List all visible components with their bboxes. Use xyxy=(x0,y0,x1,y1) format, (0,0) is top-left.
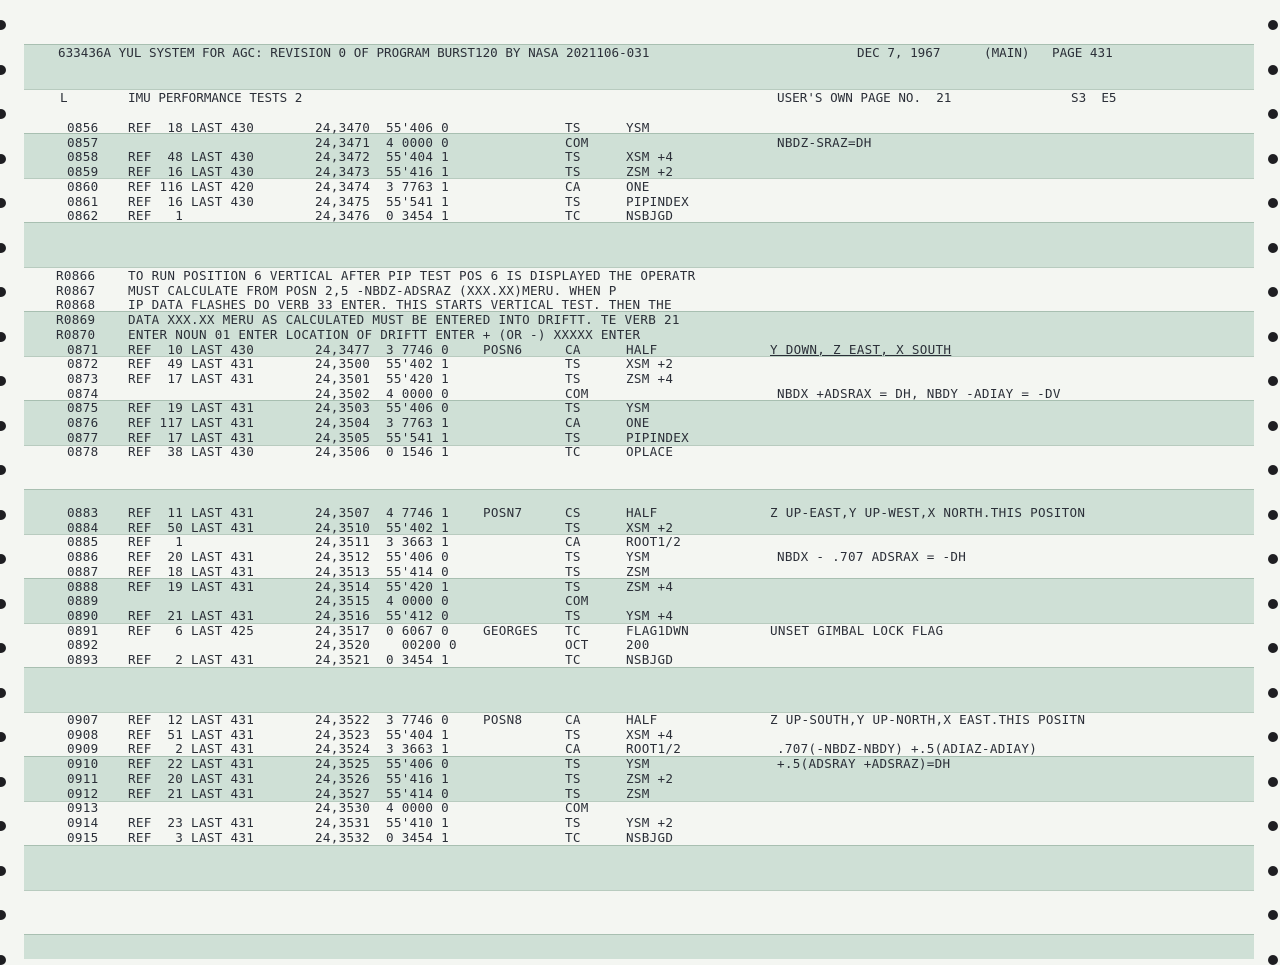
listing-row xyxy=(24,520,1254,535)
listing-row xyxy=(24,120,1254,135)
opcode: TS xyxy=(565,400,581,416)
address-column: 24,3477 3 7746 0 xyxy=(315,341,449,357)
ref-column: REF 19 LAST 431 xyxy=(128,578,255,594)
tractor-hole xyxy=(1268,866,1278,876)
log-section-header xyxy=(24,89,1254,107)
listing-row xyxy=(24,549,1254,564)
line-number: 0861 xyxy=(67,193,99,209)
page-header xyxy=(24,44,1254,62)
listing-row xyxy=(24,444,1254,459)
comment: Z UP-EAST,Y UP-WEST,X NORTH.THIS POSITON xyxy=(770,505,1086,520)
opcode: TS xyxy=(565,193,581,209)
tractor-hole xyxy=(1268,910,1278,920)
operand: YSM +4 xyxy=(626,607,674,623)
operand: YSM +2 xyxy=(626,814,674,830)
tractor-hole xyxy=(1268,688,1278,698)
line-number: 0909 xyxy=(67,741,99,757)
address-column: 24,3524 3 3663 1 xyxy=(315,741,449,757)
address-column: 24,3523 55'404 1 xyxy=(315,726,449,742)
listing-row xyxy=(24,356,1254,371)
listing-row xyxy=(24,727,1254,742)
operand: HALF xyxy=(626,505,658,520)
listing-row xyxy=(24,564,1254,579)
opcode: TS xyxy=(565,578,581,594)
line-number: 0873 xyxy=(67,370,99,386)
opcode: TC xyxy=(565,652,581,667)
ref-column: REF 22 LAST 431 xyxy=(128,756,255,772)
tractor-hole xyxy=(1268,777,1278,787)
tractor-hole xyxy=(0,688,6,698)
comment: Z UP-SOUTH,Y UP-NORTH,X EAST.THIS POSITN xyxy=(770,712,1086,727)
listing-row xyxy=(24,164,1254,179)
remark-number: R0869 xyxy=(56,312,96,328)
opcode: COM xyxy=(565,800,589,816)
comment: +.5(ADSRAY +ADSRAZ)=DH xyxy=(777,756,951,772)
tractor-hole xyxy=(1268,20,1278,30)
address-column: 24,3520 00200 0 xyxy=(315,637,457,653)
comment: UNSET GIMBAL LOCK FLAG xyxy=(770,622,944,638)
opcode: CA xyxy=(565,415,581,430)
ref-column: REF 17 LAST 431 xyxy=(128,429,255,445)
address-column: 24,3526 55'416 1 xyxy=(315,770,449,786)
tractor-hole xyxy=(0,243,6,253)
address-column: 24,3475 55'541 1 xyxy=(315,193,449,209)
remark-number: R0867 xyxy=(56,282,96,298)
ref-column: REF 116 LAST 420 xyxy=(128,178,255,194)
line-number: 0878 xyxy=(67,444,99,460)
tractor-hole xyxy=(0,376,6,386)
tractor-hole xyxy=(1268,65,1278,75)
tractor-hole xyxy=(0,955,6,965)
tractor-hole xyxy=(1268,510,1278,520)
ref-column: REF 2 LAST 431 xyxy=(128,741,255,757)
remark-line xyxy=(24,297,1254,312)
opcode: TS xyxy=(565,785,581,801)
operand: ZSM xyxy=(626,563,650,579)
ref-column: REF 21 LAST 431 xyxy=(128,607,255,623)
operand: ROOT1/2 xyxy=(626,534,682,550)
ref-column: REF 50 LAST 431 xyxy=(128,519,255,535)
tractor-hole xyxy=(0,287,6,297)
operand: XSM +2 xyxy=(626,519,674,535)
comment: NBDX - .707 ADSRAX = -DH xyxy=(777,549,967,565)
address-column: 24,3501 55'420 1 xyxy=(315,370,449,386)
operand: ZSM xyxy=(626,785,650,801)
ref-column: REF 6 LAST 425 xyxy=(128,622,255,638)
tractor-hole xyxy=(1268,554,1278,564)
opcode: TS xyxy=(565,149,581,165)
tractor-hole xyxy=(0,821,6,831)
line-number: 0874 xyxy=(67,385,99,401)
opcode: TS xyxy=(565,770,581,786)
location-label: POSN6 xyxy=(483,341,523,357)
line-number: 0872 xyxy=(67,356,99,372)
ref-column: REF 38 LAST 430 xyxy=(128,444,255,460)
line-number: 0915 xyxy=(67,829,99,845)
address-column: 24,3512 55'406 0 xyxy=(315,549,449,565)
address-column: 24,3503 55'406 0 xyxy=(315,400,449,416)
opcode: CA xyxy=(565,341,581,357)
opcode: TS xyxy=(565,549,581,565)
listing-row xyxy=(24,623,1254,638)
operand: ONE xyxy=(626,415,650,430)
line-number: 0876 xyxy=(67,415,99,430)
listing-row xyxy=(24,371,1254,386)
opcode: TS xyxy=(565,356,581,372)
listing-row xyxy=(24,208,1254,223)
line-number: 0910 xyxy=(67,756,99,772)
opcode: TS xyxy=(565,607,581,623)
address-column: 24,3522 3 7746 0 xyxy=(315,712,449,727)
line-number: 0871 xyxy=(67,341,99,357)
tractor-hole xyxy=(0,599,6,609)
tractor-hole xyxy=(1268,732,1278,742)
opcode: CA xyxy=(565,178,581,194)
section-code: S3 E5 xyxy=(1071,90,1117,105)
paper-band xyxy=(24,845,1254,891)
tractor-hole xyxy=(0,554,6,564)
opcode: TS xyxy=(565,429,581,445)
opcode: TC xyxy=(565,208,581,224)
operand: XSM +4 xyxy=(626,149,674,165)
tractor-hole xyxy=(1268,465,1278,475)
opcode: COM xyxy=(565,593,589,609)
comment: Y DOWN, Z EAST, X SOUTH xyxy=(770,341,952,357)
opcode: TS xyxy=(565,726,581,742)
address-column: 24,3510 55'402 1 xyxy=(315,519,449,535)
tractor-hole xyxy=(0,777,6,787)
line-number: 0908 xyxy=(67,726,99,742)
remark-number: R0868 xyxy=(56,297,96,313)
opcode: CA xyxy=(565,741,581,757)
comment: .707(-NBDZ-NBDY) +.5(ADIAZ-ADIAY) xyxy=(777,741,1038,757)
listing-row xyxy=(24,741,1254,756)
line-number: 0856 xyxy=(67,120,99,135)
listing-row xyxy=(24,579,1254,594)
line-number: 0892 xyxy=(67,637,99,653)
listing-row xyxy=(24,608,1254,623)
opcode: TS xyxy=(565,519,581,535)
remark-text: TO RUN POSITION 6 VERTICAL AFTER PIP TEST POS 6 IS DISPLAYED THE OPERATR xyxy=(128,268,696,283)
line-number: 0858 xyxy=(67,149,99,165)
opcode: TS xyxy=(565,164,581,180)
ref-column: REF 11 LAST 431 xyxy=(128,505,255,520)
ref-column: REF 10 LAST 430 xyxy=(128,341,255,357)
listing-sheet xyxy=(24,0,1254,959)
comment: NBDX +ADSRAX = DH, NBDY -ADIAY = -DV xyxy=(777,385,1061,401)
ref-column: REF 2 LAST 431 xyxy=(128,652,255,667)
tractor-hole xyxy=(0,732,6,742)
operand: XSM +2 xyxy=(626,356,674,372)
line-number: 0889 xyxy=(67,593,99,609)
opcode: TS xyxy=(565,370,581,386)
ref-column: REF 3 LAST 431 xyxy=(128,829,255,845)
line-number: 0884 xyxy=(67,519,99,535)
tractor-hole xyxy=(0,465,6,475)
operand: YSM xyxy=(626,756,650,772)
opcode: CA xyxy=(565,534,581,550)
listing-row xyxy=(24,534,1254,549)
listing-row xyxy=(24,386,1254,401)
line-number: 0886 xyxy=(67,549,99,565)
tractor-hole xyxy=(0,154,6,164)
address-column: 24,3505 55'541 1 xyxy=(315,429,449,445)
listing-row xyxy=(24,815,1254,830)
address-column: 24,3530 4 0000 0 xyxy=(315,800,449,816)
operand: PIPINDEX xyxy=(626,429,690,445)
ref-column: REF 49 LAST 431 xyxy=(128,356,255,372)
paper-band xyxy=(24,934,1254,959)
remark-line xyxy=(24,283,1254,298)
listing-row xyxy=(24,194,1254,209)
address-column: 24,3500 55'402 1 xyxy=(315,356,449,372)
log-section-title: IMU PERFORMANCE TESTS 2 xyxy=(128,90,303,105)
listing-row xyxy=(24,342,1254,357)
line-number: 0883 xyxy=(67,505,99,520)
line-number: 0875 xyxy=(67,400,99,416)
remark-number: R0866 xyxy=(56,268,96,283)
ref-column: REF 51 LAST 431 xyxy=(128,726,255,742)
address-column: 24,3525 55'406 0 xyxy=(315,756,449,772)
address-column: 24,3473 55'416 1 xyxy=(315,164,449,180)
tractor-hole xyxy=(1268,154,1278,164)
operand: NSBJGD xyxy=(626,652,674,667)
address-column: 24,3521 0 3454 1 xyxy=(315,652,449,667)
operand: ZSM +4 xyxy=(626,370,674,386)
operand: NSBJGD xyxy=(626,208,674,224)
location-label: GEORGES xyxy=(483,622,539,638)
paper-band xyxy=(24,667,1254,713)
listing-row xyxy=(24,786,1254,801)
log-flag: L xyxy=(60,90,68,105)
operand: PIPINDEX xyxy=(626,193,690,209)
tractor-hole xyxy=(0,198,6,208)
ref-column: REF 19 LAST 431 xyxy=(128,400,255,416)
opcode: COM xyxy=(565,134,589,150)
operand: NSBJGD xyxy=(626,829,674,845)
listing-row xyxy=(24,593,1254,608)
line-number: 0907 xyxy=(67,712,99,727)
listing-row xyxy=(24,830,1254,845)
tractor-hole xyxy=(0,643,6,653)
line-number: 0911 xyxy=(67,770,99,786)
opcode: TC xyxy=(565,444,581,460)
tractor-hole xyxy=(1268,821,1278,831)
line-number: 0913 xyxy=(67,800,99,816)
address-column: 24,3516 55'412 0 xyxy=(315,607,449,623)
address-column: 24,3517 0 6067 0 xyxy=(315,622,449,638)
listing-row xyxy=(24,771,1254,786)
ref-column: REF 18 LAST 430 xyxy=(128,120,255,135)
remark-line xyxy=(24,327,1254,342)
operand: FLAG1DWN xyxy=(626,622,690,638)
tractor-hole xyxy=(1268,643,1278,653)
tractor-hole xyxy=(1268,287,1278,297)
ref-column: REF 1 xyxy=(128,534,184,550)
remark-line xyxy=(24,268,1254,283)
tractor-hole xyxy=(1268,421,1278,431)
opcode: OCT xyxy=(565,637,589,653)
listing-row xyxy=(24,652,1254,667)
ref-column: REF 20 LAST 431 xyxy=(128,549,255,565)
line-number: 0912 xyxy=(67,785,99,801)
operand: HALF xyxy=(626,341,658,357)
opcode: CA xyxy=(565,712,581,727)
remark-text: IP DATA FLASHES DO VERB 33 ENTER. THIS STARTS VERTICAL TEST. THEN THE xyxy=(128,297,672,313)
opcode: CS xyxy=(565,505,581,520)
address-column: 24,3502 4 0000 0 xyxy=(315,385,449,401)
ref-column: REF 18 LAST 431 xyxy=(128,563,255,579)
line-number: 0857 xyxy=(67,134,99,150)
listing-date: DEC 7, 1967 xyxy=(857,45,941,60)
listing-row xyxy=(24,756,1254,771)
tractor-hole xyxy=(1268,376,1278,386)
tractor-hole xyxy=(0,109,6,119)
ref-column: REF 1 xyxy=(128,208,184,224)
location-label: POSN7 xyxy=(483,505,523,520)
listing-row xyxy=(24,430,1254,445)
opcode: TS xyxy=(565,756,581,772)
ref-column: REF 12 LAST 431 xyxy=(128,712,255,727)
opcode: TS xyxy=(565,814,581,830)
location-label: POSN8 xyxy=(483,712,523,727)
remark-line xyxy=(24,312,1254,327)
listing-row xyxy=(24,415,1254,430)
address-column: 24,3511 3 3663 1 xyxy=(315,534,449,550)
address-column: 24,3532 0 3454 1 xyxy=(315,829,449,845)
address-column: 24,3471 4 0000 0 xyxy=(315,134,449,150)
ref-column: REF 48 LAST 430 xyxy=(128,149,255,165)
operand: YSM xyxy=(626,549,650,565)
address-column: 24,3474 3 7763 1 xyxy=(315,178,449,194)
address-column: 24,3506 0 1546 1 xyxy=(315,444,449,460)
tractor-hole xyxy=(1268,332,1278,342)
ref-column: REF 21 LAST 431 xyxy=(128,785,255,801)
operand: 200 xyxy=(626,637,650,653)
remark-text: MUST CALCULATE FROM POSN 2,5 -NBDZ-ADSRAZ (XXX.XX)MERU. WHEN P xyxy=(128,282,617,298)
operand: HALF xyxy=(626,712,658,727)
operand: YSM xyxy=(626,120,650,135)
opcode: TS xyxy=(565,120,581,135)
ref-column: REF 16 LAST 430 xyxy=(128,164,255,180)
tractor-hole xyxy=(1268,198,1278,208)
line-number: 0893 xyxy=(67,652,99,667)
tractor-hole xyxy=(0,866,6,876)
line-number: 0888 xyxy=(67,578,99,594)
line-number: 0887 xyxy=(67,563,99,579)
line-number: 0877 xyxy=(67,429,99,445)
address-column: 24,3476 0 3454 1 xyxy=(315,208,449,224)
line-number: 0859 xyxy=(67,164,99,180)
program-title: 633436A YUL SYSTEM FOR AGC: REVISION 0 OF PROGRAM BURST120 BY NASA 2021106-031 xyxy=(58,45,650,60)
listing-row xyxy=(24,179,1254,194)
opcode: TS xyxy=(565,563,581,579)
listing-row xyxy=(24,800,1254,815)
line-number: 0890 xyxy=(67,607,99,623)
remark-text: ENTER NOUN 01 ENTER LOCATION OF DRIFTT ENTER + (OR -) XXXXX ENTER xyxy=(128,326,641,342)
tractor-hole xyxy=(1268,955,1278,965)
tractor-hole xyxy=(0,332,6,342)
address-column: 24,3527 55'414 0 xyxy=(315,785,449,801)
comment: NBDZ-SRAZ=DH xyxy=(777,134,872,150)
opcode: TC xyxy=(565,829,581,845)
ref-column: REF 17 LAST 431 xyxy=(128,370,255,386)
listing-row xyxy=(24,400,1254,415)
listing-row xyxy=(24,135,1254,150)
tractor-hole xyxy=(0,20,6,30)
line-number: 0891 xyxy=(67,622,99,638)
users-own-page: USER'S OWN PAGE NO. 21 xyxy=(777,90,952,105)
tractor-hole xyxy=(0,910,6,920)
address-column: 24,3472 55'404 1 xyxy=(315,149,449,165)
tractor-hole xyxy=(0,65,6,75)
line-number: 0862 xyxy=(67,208,99,224)
address-column: 24,3504 3 7763 1 xyxy=(315,415,449,430)
opcode: COM xyxy=(565,385,589,401)
opcode: TC xyxy=(565,622,581,638)
address-column: 24,3515 4 0000 0 xyxy=(315,593,449,609)
listing-row xyxy=(24,637,1254,652)
ref-column: REF 117 LAST 431 xyxy=(128,415,255,430)
remark-text: DATA XXX.XX MERU AS CALCULATED MUST BE ENTERED INTO DRIFTT. TE VERB 21 xyxy=(128,312,680,328)
operand: YSM xyxy=(626,400,650,416)
paper-band xyxy=(24,222,1254,268)
operand: XSM +4 xyxy=(626,726,674,742)
operand: ONE xyxy=(626,178,650,194)
listing-row xyxy=(24,505,1254,520)
line-number: 0885 xyxy=(67,534,99,550)
address-column: 24,3513 55'414 0 xyxy=(315,563,449,579)
remark-number: R0870 xyxy=(56,326,96,342)
operand: ROOT1/2 xyxy=(626,741,682,757)
ref-column: REF 23 LAST 431 xyxy=(128,814,255,830)
line-number: 0860 xyxy=(67,178,99,194)
address-column: 24,3531 55'410 1 xyxy=(315,814,449,830)
address-column: 24,3507 4 7746 1 xyxy=(315,505,449,520)
operand: ZSM +4 xyxy=(626,578,674,594)
address-column: 24,3470 55'406 0 xyxy=(315,120,449,135)
page-number: PAGE 431 xyxy=(1052,45,1113,60)
listing-row xyxy=(24,149,1254,164)
address-column: 24,3514 55'420 1 xyxy=(315,578,449,594)
tractor-hole xyxy=(0,421,6,431)
line-number: 0914 xyxy=(67,814,99,830)
operand: ZSM +2 xyxy=(626,164,674,180)
ref-column: REF 20 LAST 431 xyxy=(128,770,255,786)
tractor-hole xyxy=(1268,599,1278,609)
listing-section: (MAIN) xyxy=(984,45,1030,60)
listing-row xyxy=(24,712,1254,727)
ref-column: REF 16 LAST 430 xyxy=(128,193,255,209)
tractor-hole xyxy=(1268,243,1278,253)
operand: OPLACE xyxy=(626,444,674,460)
tractor-hole xyxy=(0,510,6,520)
tractor-hole xyxy=(1268,109,1278,119)
operand: ZSM +2 xyxy=(626,770,674,786)
